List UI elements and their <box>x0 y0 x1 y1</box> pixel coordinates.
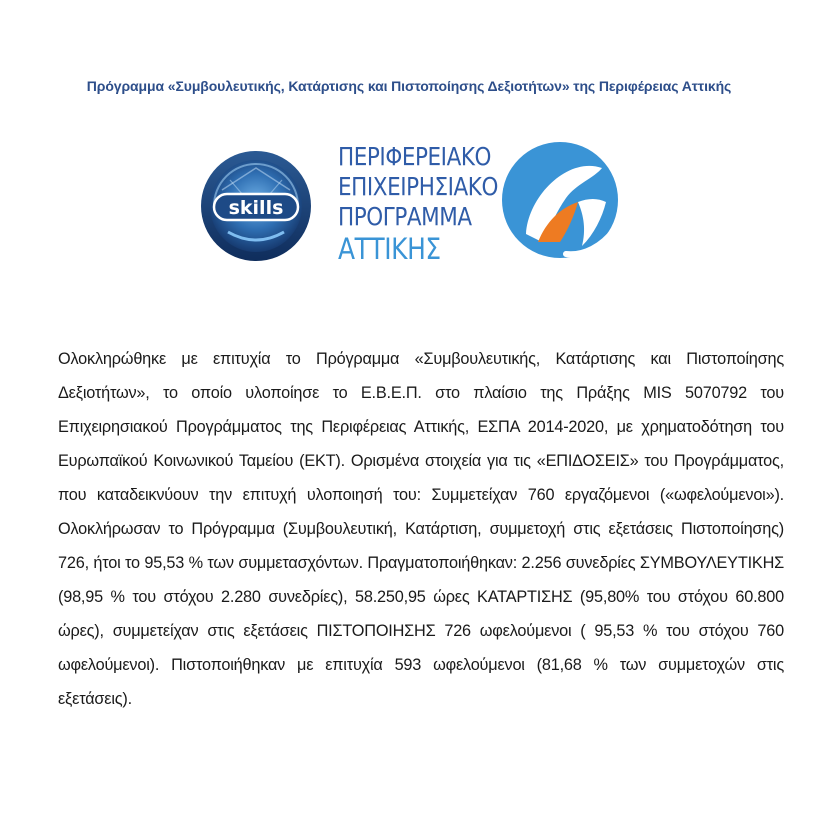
program-line-region: ΑΤΤΙΚΗΣ <box>338 232 441 266</box>
document-title: Πρόγραμμα «Συμβουλευτικής, Κατάρτισης και Πιστοποίησης Δεξιοτήτων» της Περιφέρειας Αττικής <box>86 78 732 94</box>
attica-a-logo <box>498 138 626 272</box>
body-paragraph: Ολοκληρώθηκε με επιτυχία το Πρόγραμμα «Συμβουλευτικής, Κατάρτισης και Πιστοποίησης Δεξιοτήτων», το οποίο υλοποίησε το Ε.Β.Ε.Π. στο πλαίσιο της Πράξης MIS 5070792 του Επιχειρησιακού Προγράμματος της Περιφέρειας Αττικής, ΕΣΠΑ 2014-2020, με χρηματοδότηση του Ευρωπαϊκού Κοινωνικού Ταμείου (ΕΚΤ). Ορισμένα στοιχεία για τις «ΕΠΙΔΟΣΕΙΣ» του Προγράμματος, που καταδεικνύουν την επιτυχή υλοποιησή του: Συμμετείχαν 760 εργαζόμενοι («ωφελούμενοι»). Ολοκλήρωσαν το Πρόγραμμα (Συμβουλευτική, Κατάρτιση, συμμετοχή στις εξετάσεις Πιστοποίησης) 726, ήτοι το 95,53 % των συμμετασχόντων. Πραγματοποιήθηκαν: 2.256 συνεδρίες ΣΥΜΒΟΥΛΕΥΤΙΚΗΣ (98,95 % του στόχου 2.280 συνεδρίες), 58.250,95 ώρες ΚΑΤΑΡΤΙΣΗΣ (95,80% του στόχου 60.800 ώρες), συμμετείχαν στις εξετάσεις ΠΙΣΤΟΠΟΙΗΣΗΣ 726 ωφελούμενοι ( 95,53 % του στόχου 760 ωφελούμενοι). Πιστοποιήθηκαν με επιτυχία 593 ωφελούμενοι (81,68 % των συμμετοχών στις εξετάσεις). <box>58 350 784 708</box>
skills-logo <box>200 150 312 262</box>
skills-logo-text: skills <box>228 197 284 219</box>
logo-banner <box>200 138 620 288</box>
program-logo-text <box>338 142 510 266</box>
program-line: ΠΕΡΙΦΕΡΕΙΑΚΟ <box>338 142 492 171</box>
program-line: ΠΡΟΓΡΑΜΜΑ <box>338 202 472 231</box>
program-line: ΕΠΙΧΕΙΡΗΣΙΑΚΟ <box>338 172 498 201</box>
article-body <box>58 342 784 716</box>
